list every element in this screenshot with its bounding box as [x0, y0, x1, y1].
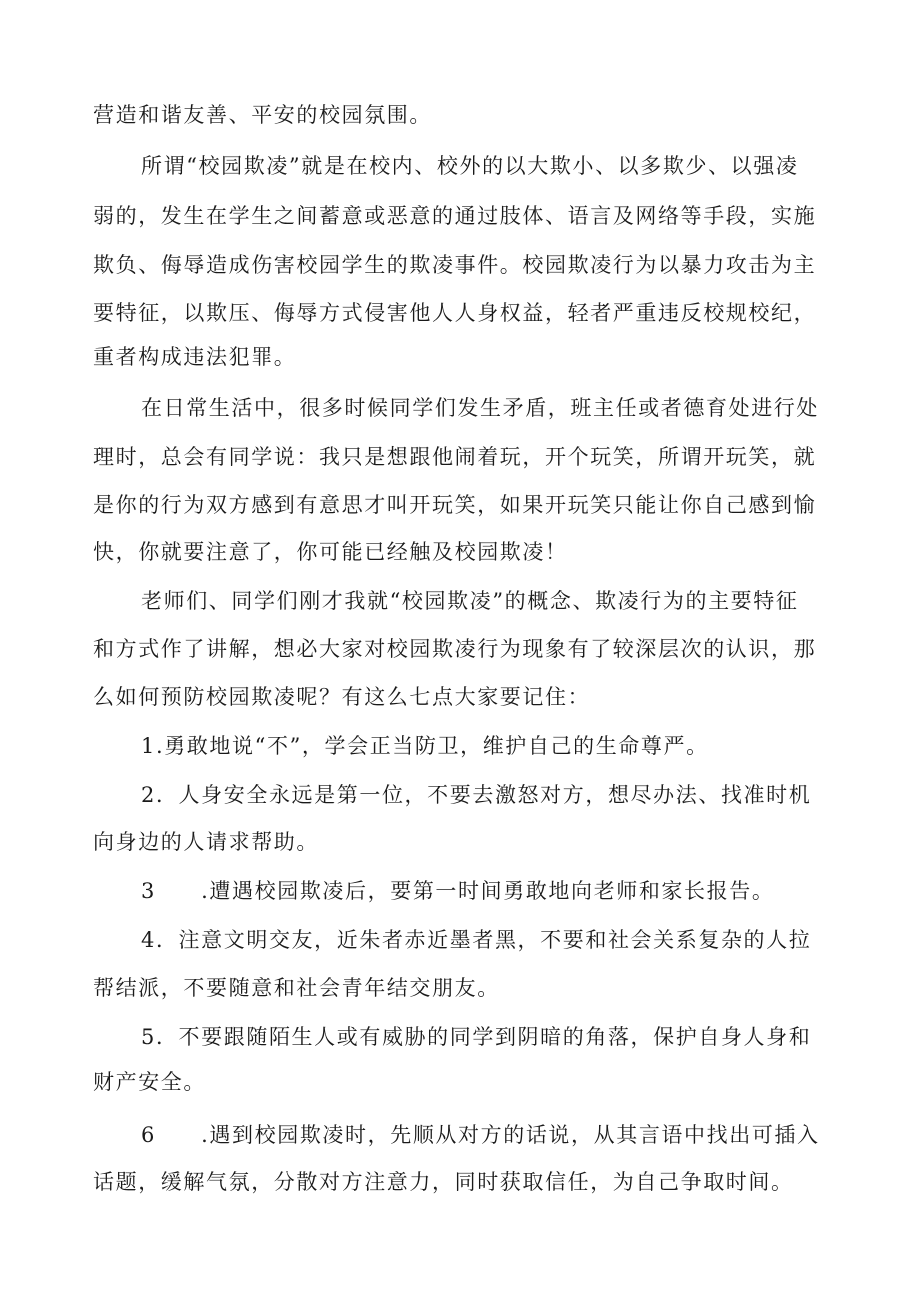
list-item-line: 2．人身安全永远是第一位，不要去激怒对方，想尽办法、找准时机 — [141, 783, 812, 807]
paragraph-line: 弱的，发生在学生之间蓄意或恶意的通过肢体、语言及网络等手段，实施 — [93, 204, 817, 228]
list-item-line: 3 .遭遇校园欺凌后，要第一时间勇敢地向老师和家长报告。 — [141, 879, 775, 903]
paragraph-line: 在日常生活中，很多时候同学们发生矛盾，班主任或者德育处进行处 — [141, 396, 819, 420]
paragraph-line: 和方式作了讲解，想必大家对校园欺凌行为现象有了较深层次的认识，那 — [93, 637, 817, 661]
paragraph-line: 快，你就要注意了，你可能已经触及校园欺凌！ — [93, 540, 568, 564]
list-item-line: 向身边的人请求帮助。 — [93, 830, 319, 854]
paragraph-line: 重者构成违法犯罪。 — [93, 345, 297, 369]
paragraph-line: 么如何预防校园欺凌呢？有这么七点大家要记住： — [93, 685, 591, 709]
list-item-line: 4．注意文明交友，近朱者赤近墨者黑，不要和社会关系复杂的人拉 — [141, 928, 812, 952]
list-item-line: 6 .遇到校园欺凌时，先顺从对方的话说，从其言语中找出可插入 — [141, 1123, 820, 1147]
list-item-line: 1.勇敢地说“不”，学会正当防卫，维护自己的生命尊严。 — [141, 734, 709, 758]
list-item-line: 帮结派，不要随意和社会青年结交朋友。 — [93, 976, 500, 1000]
paragraph-line: 要特征，以欺压、侮辱方式侵害他人人身权益，轻者严重违反校规校纪， — [93, 301, 817, 325]
list-item-line: 财产安全。 — [93, 1070, 206, 1094]
paragraph-line: 理时，总会有同学说：我只是想跟他闹着玩，开个玩笑，所谓开玩笑，就 — [93, 445, 817, 469]
list-item-line: 5．不要跟随陌生人或有威胁的同学到阴暗的角落，保护自身人身和 — [141, 1025, 812, 1049]
list-item-line: 话题，缓解气氛，分散对方注意力，同时获取信任，为自己争取时间。 — [93, 1170, 794, 1194]
paragraph-line: 所谓“校园欺凌”就是在校内、校外的以大欺小、以多欺少、以强凌 — [141, 154, 799, 178]
paragraph-line: 是你的行为双方感到有意思才叫开玩笑，如果开玩笑只能让你自己感到愉 — [93, 493, 817, 517]
paragraph-line: 欺负、侮辱造成伤害校园学生的欺凌事件。校园欺凌行为以暴力攻击为主 — [93, 253, 817, 277]
paragraph-line: 老师们、同学们刚才我就“校园欺凌”的概念、欺凌行为的主要特征 — [141, 589, 799, 613]
paragraph-line: 营造和谐友善、平安的校园氛围。 — [93, 103, 432, 127]
